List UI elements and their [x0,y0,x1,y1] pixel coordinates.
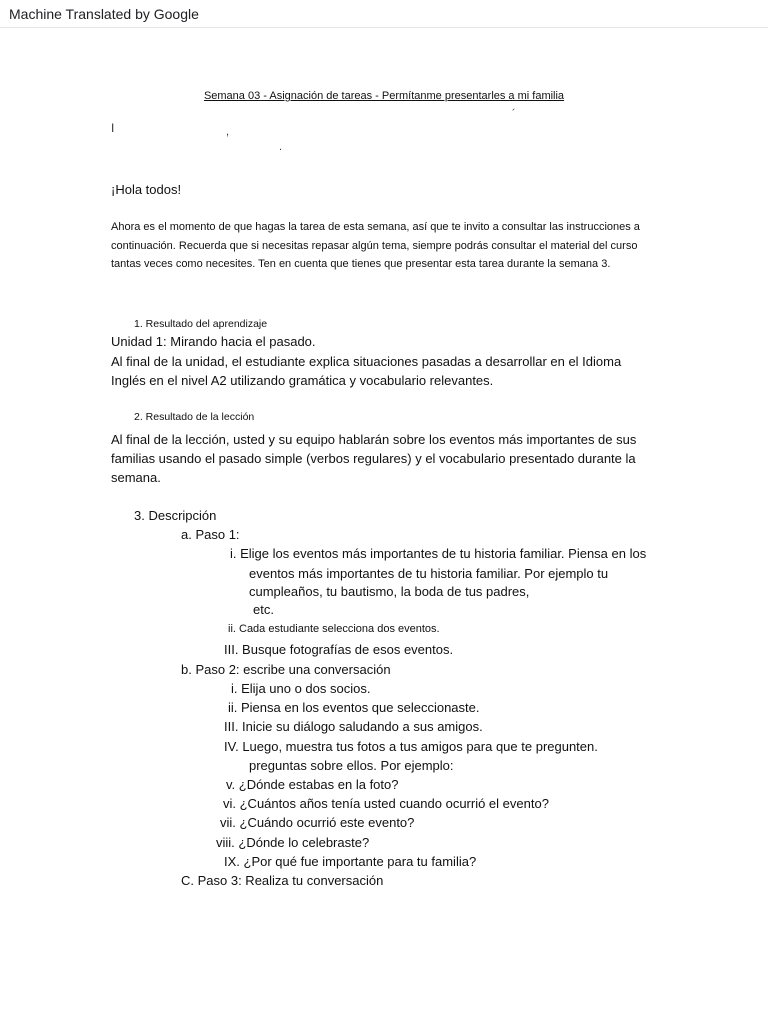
machine-translation-banner: Machine Translated by Google [9,6,199,22]
step-a-label: a. Paso 1: [181,527,240,542]
step-b-item-vi: vi. ¿Cuántos años tenía usted cuando ocurrió el evento? [223,796,549,811]
step-a-item-iii: III. Busque fotografías de esos eventos. [224,642,454,657]
stray-tick-mark: ´ [512,108,516,120]
step-b-item-viii: viii. ¿Dónde lo celebraste? [216,835,370,850]
step-b-item-iv-line1: IV. Luego, muestra tus fotos a tus amigos para que te pregunten. [224,739,598,754]
step-a-item-i-line3: cumpleaños, tu bautismo, la boda de tus padres, [249,584,530,599]
document-title: Semana 03 - Asignación de tareas - Permítanme presentarles a mi familia [203,90,565,102]
step-b-item-v: v. ¿Dónde estabas en la foto? [226,777,399,792]
section-1-heading: 1. Resultado del aprendizaje [134,318,268,330]
step-a-item-ii: ii. Cada estudiante selecciona dos eventos. [228,623,440,635]
stray-dot-mark: . [279,141,283,153]
step-b-item-i: i. Elija uno o dos socios. [231,681,371,696]
step-c-label: C. Paso 3: Realiza tu conversación [181,873,384,888]
step-b-item-vii: vii. ¿Cuándo ocurrió este evento? [220,815,415,830]
step-a-item-i-line4: etc. [253,602,274,617]
stray-comma-mark: , [226,126,230,138]
banner-divider [0,27,768,28]
section-1-text: Al final de la unidad, el estudiante explica situaciones pasadas a desarrollar en el Idioma Inglés en el nivel A2 utilizando gramática y vocabulario relevantes. [111,354,622,388]
step-a-item-i-line2: eventos más importantes de tu historia familiar. Por ejemplo tu [249,566,609,581]
step-b-item-ix: IX. ¿Por qué fue importante para tu familia? [224,854,477,869]
step-b-item-ii: ii. Piensa en los eventos que seleccionaste. [228,700,480,715]
step-b-label: b. Paso 2: escribe una conversación [181,662,391,677]
section-3-heading: 3. Descripción [134,508,217,523]
greeting: ¡Hola todos! [111,182,182,197]
section-1-unit: Unidad 1: Mirando hacia el pasado. [111,334,316,349]
step-a-item-i-line1: i. Elige los eventos más importantes de tu historia familiar. Piensa en los [230,546,647,561]
intro-paragraph: Ahora es el momento de que hagas la tarea de esta semana, así que te invito a consultar las instrucciones a continuación. Recuerda que si necesitas repasar algún tema, siempre podrás consultar el material del curso tantas veces como necesites. Ten en cuenta que tienes que presentar esta tarea durante la semana 3. [111,221,640,270]
section-2-heading: 2. Resultado de la lección [134,411,255,423]
stray-letter-mark: I [111,121,115,135]
section-2-text: Al final de la lección, usted y su equipo hablarán sobre los eventos más importantes de sus familias usando el pasado simple (verbos regulares) y el vocabulario presentado durante la semana. [111,432,637,485]
step-b-item-iv-line2: preguntas sobre ellos. Por ejemplo: [249,758,454,773]
step-b-item-iii: III. Inicie su diálogo saludando a sus amigos. [224,719,483,734]
